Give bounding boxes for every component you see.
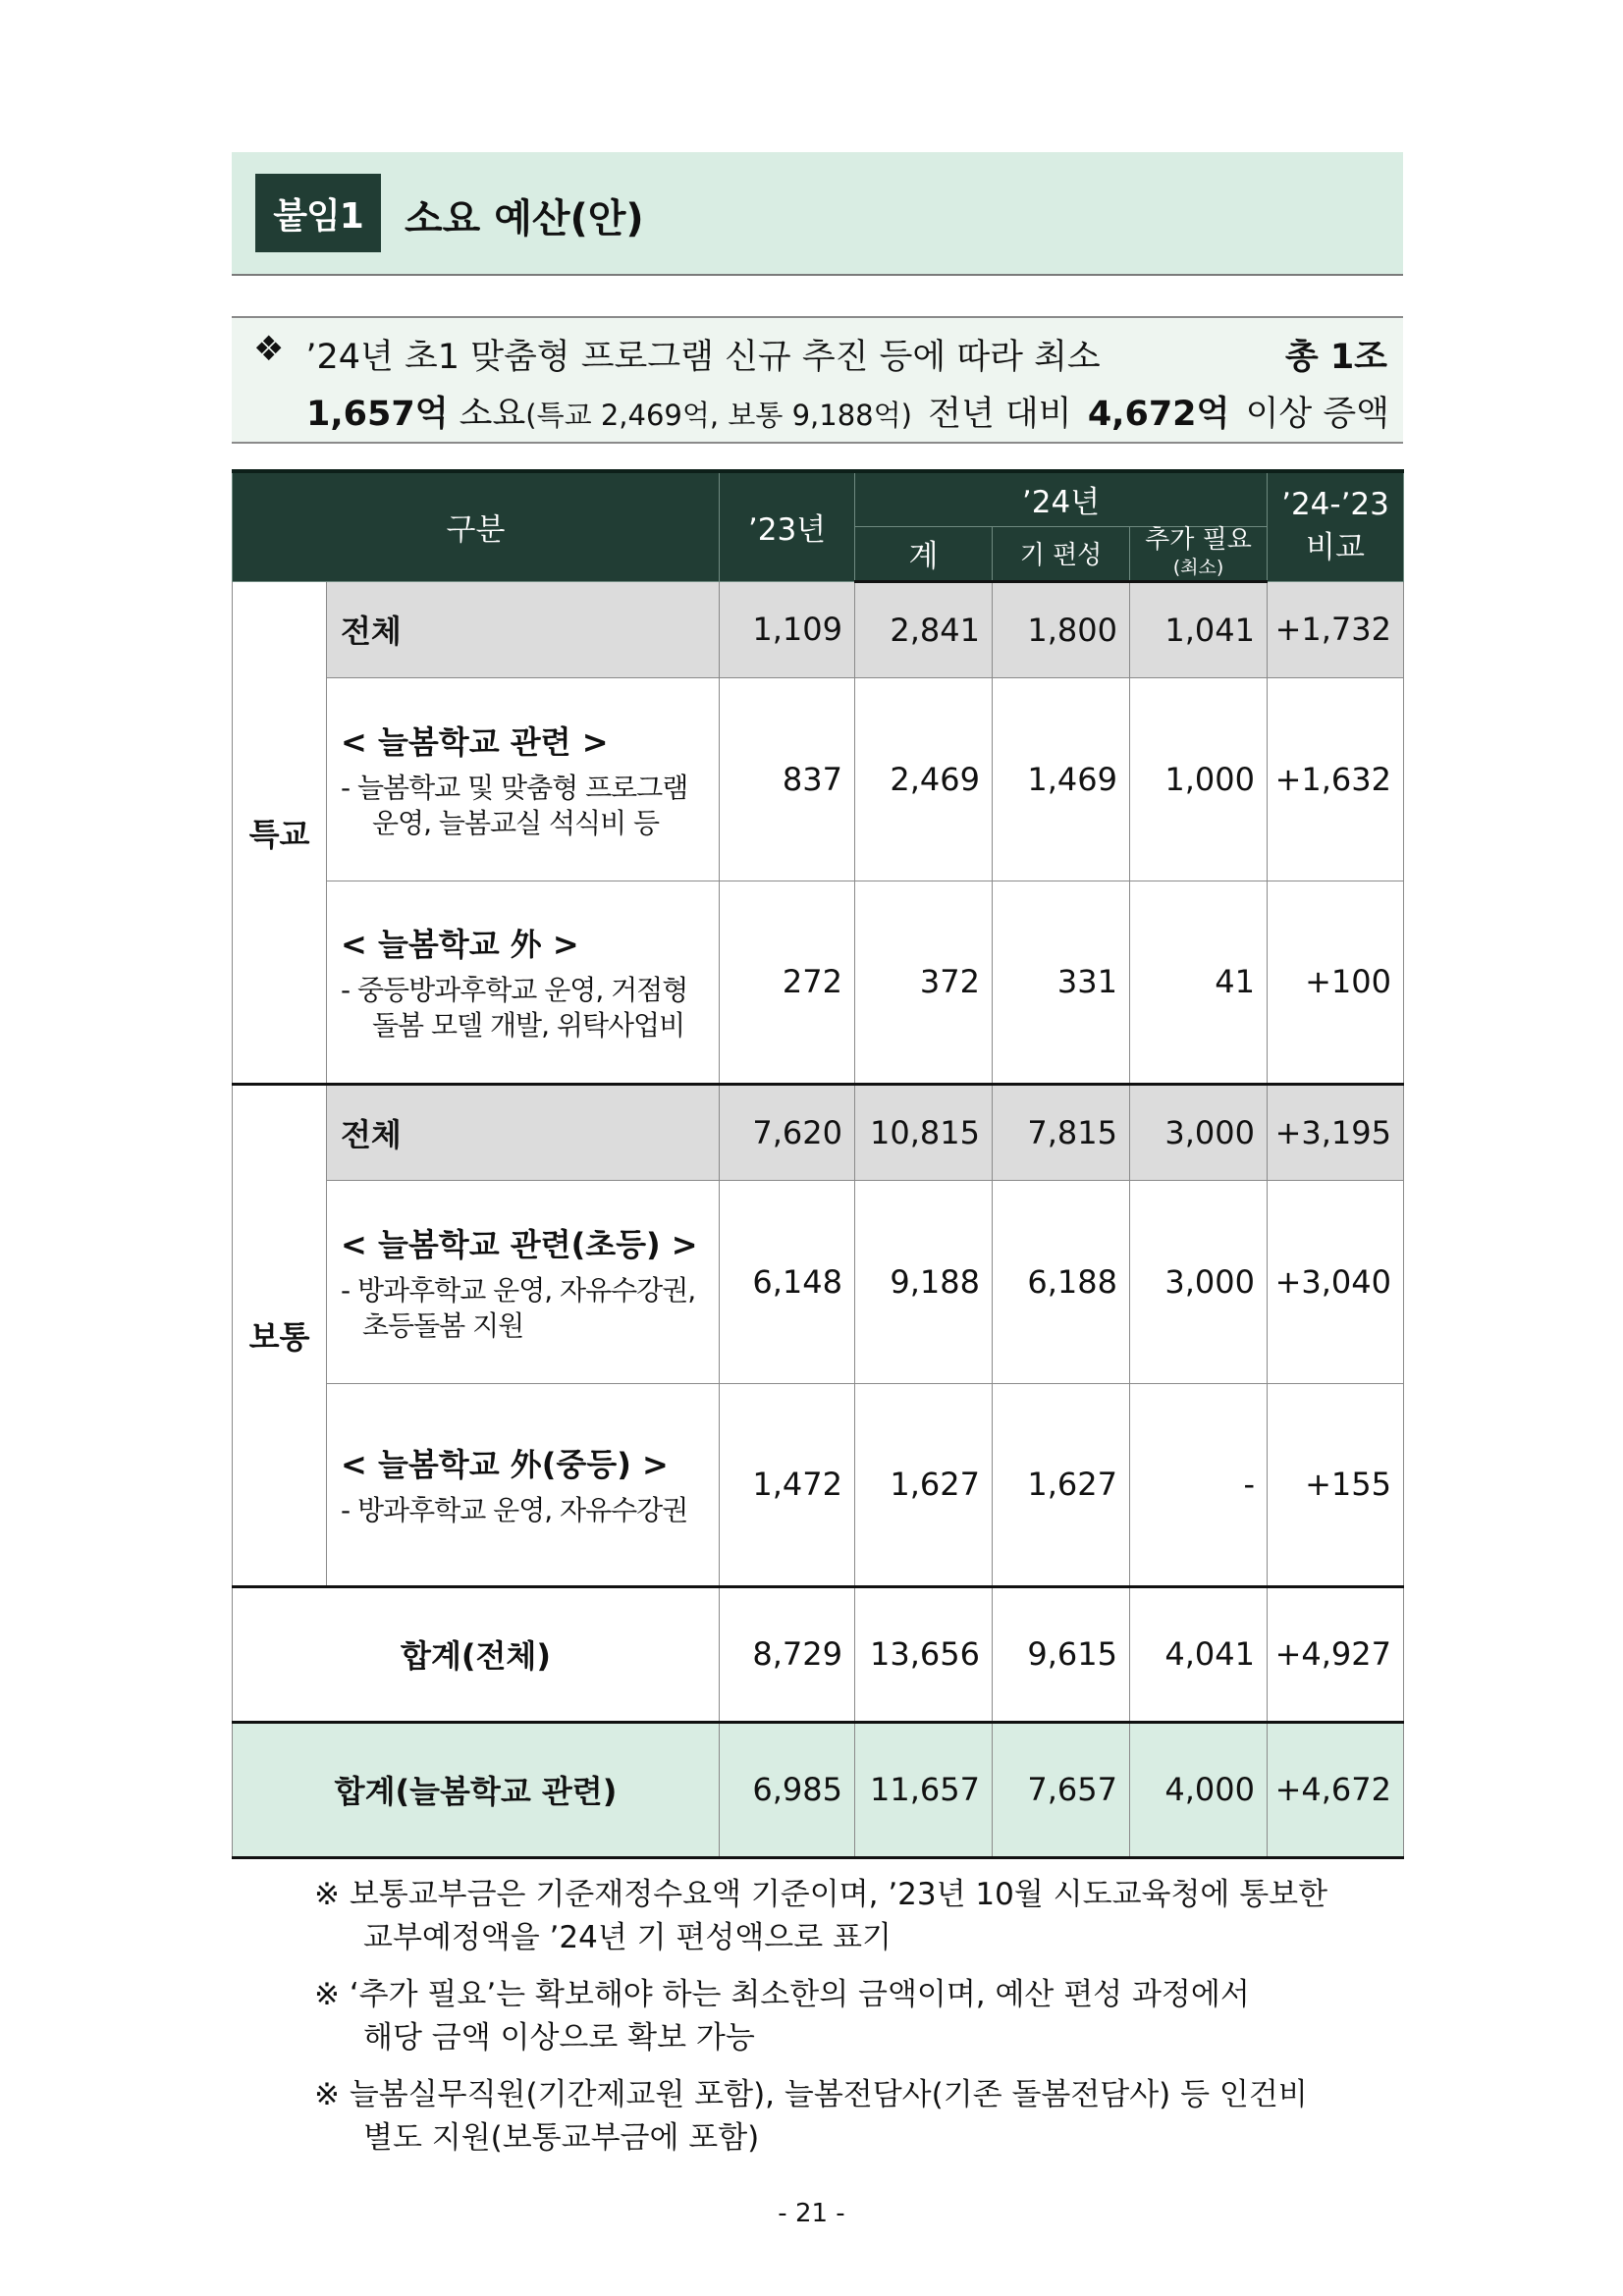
- row-item: [327, 1180, 720, 1383]
- row-item-desc: [327, 973, 719, 1043]
- table-row: [233, 581, 1404, 677]
- header-2023: ’23년: [720, 471, 855, 581]
- cell-y23: 272: [720, 881, 855, 1084]
- cell-diff: +155: [1268, 1383, 1404, 1586]
- cell-y23: 7,620: [720, 1084, 855, 1180]
- header-total: 계: [855, 526, 993, 581]
- cell-total: 13,656: [855, 1586, 993, 1722]
- header-existing: 기 편성: [993, 526, 1130, 581]
- row-sum-label: 합계(전체): [233, 1586, 720, 1722]
- budget-table: [232, 469, 1404, 1859]
- summary-compare-label: 전년 대비: [928, 395, 1072, 434]
- row-item-desc-line1: - 늘봄학교 및 맞춤형 프로그램: [341, 771, 688, 804]
- cell-total: 11,657: [855, 1722, 993, 1857]
- row-item: [327, 1383, 720, 1586]
- summary-total-emphasis: 총 1조: [1284, 338, 1387, 377]
- summary-box: [232, 316, 1403, 444]
- cell-diff: +1,732: [1268, 581, 1404, 677]
- cell-additional: 41: [1130, 881, 1268, 1084]
- header-additional-label: 추가 필요: [1145, 524, 1252, 555]
- cell-additional: -: [1130, 1383, 1268, 1586]
- group-general: 보통: [233, 1084, 327, 1586]
- row-item-desc-line2: 초등돌봄 지원: [362, 1308, 524, 1342]
- diamond-bullet-icon: ❖: [253, 330, 285, 369]
- header-compare: [1268, 471, 1404, 581]
- row-item-desc-line1: - 방과후학교 운영, 자유수강권: [341, 1494, 688, 1526]
- table-row: [233, 677, 1404, 881]
- cell-existing: 1,800: [993, 581, 1130, 677]
- row-item: [327, 881, 720, 1084]
- row-item-desc: [327, 771, 719, 841]
- cell-existing: 1,469: [993, 677, 1130, 881]
- page-number: - 21 -: [778, 2199, 845, 2228]
- cell-total: 10,815: [855, 1084, 993, 1180]
- row-item-desc-line1: - 중등방과후학교 운영, 거점형: [341, 974, 688, 1006]
- attachment-badge: 붙임1: [255, 174, 381, 252]
- table-row: [233, 1084, 1404, 1180]
- footnote: [314, 1967, 1404, 2061]
- footnote-line1: ※ 늘봄실무직원(기간제교원 포함), 늘봄전담사(기존 돌봄전담사) 등 인건비: [314, 2076, 1308, 2112]
- row-item-title: < 늘봄학교 관련 >: [341, 722, 609, 761]
- summary-required: 소요: [459, 395, 526, 434]
- section-header: [232, 152, 1403, 276]
- cell-additional: 3,000: [1130, 1180, 1268, 1383]
- cell-diff: +100: [1268, 881, 1404, 1084]
- row-item: [327, 677, 720, 881]
- header-additional: [1130, 526, 1268, 581]
- cell-additional: 1,000: [1130, 677, 1268, 881]
- header-compare-label: 비교: [1306, 530, 1365, 566]
- cell-additional: 4,000: [1130, 1722, 1268, 1857]
- cell-total: 2,469: [855, 677, 993, 881]
- header-compare-years: ’24-’23: [1281, 487, 1389, 523]
- row-label: 전체: [327, 581, 720, 677]
- row-item-title: < 늘봄학교 外(중등) >: [341, 1446, 669, 1483]
- cell-y23: 8,729: [720, 1586, 855, 1722]
- summary-total-amount: 1,657억: [306, 395, 449, 434]
- cell-total: 2,841: [855, 581, 993, 677]
- row-item-desc-line2: 운영, 늘봄교실 석식비 등: [372, 806, 660, 839]
- summary-line-2: [306, 387, 1389, 436]
- footnote: [314, 2067, 1404, 2162]
- summary-breakdown: (특교 2,469억, 보통 9,188억): [525, 399, 912, 432]
- table-row: [233, 1722, 1404, 1857]
- cell-y23: 1,472: [720, 1383, 855, 1586]
- footnotes: [314, 1867, 1404, 2167]
- row-item-desc-line1: - 방과후학교 운영, 자유수강권,: [341, 1273, 696, 1307]
- cell-existing: 1,627: [993, 1383, 1130, 1586]
- row-item-title: < 늘봄학교 外 >: [341, 926, 579, 963]
- cell-existing: 6,188: [993, 1180, 1130, 1383]
- footnote-line2: 교부예정액을 ’24년 기 편성액으로 표기: [363, 1920, 892, 1955]
- row-item-desc: [327, 1273, 719, 1344]
- header-additional-note: (최소): [1172, 556, 1224, 578]
- cell-diff: +3,195: [1268, 1084, 1404, 1180]
- cell-existing: 7,815: [993, 1084, 1130, 1180]
- cell-total: 1,627: [855, 1383, 993, 1586]
- section-title: 소요 예산(안): [405, 196, 644, 241]
- summary-increase-label: 이상 증액: [1245, 395, 1389, 434]
- footnote: [314, 1867, 1404, 1961]
- footnote-line1: ※ ‘추가 필요’는 확보해야 하는 최소한의 금액이며, 예산 편성 과정에서: [314, 1976, 1250, 2012]
- cell-existing: 331: [993, 881, 1130, 1084]
- row-item-title: < 늘봄학교 관련(초등) >: [341, 1225, 698, 1263]
- cell-total: 9,188: [855, 1180, 993, 1383]
- cell-diff: +1,632: [1268, 677, 1404, 881]
- cell-additional: 3,000: [1130, 1084, 1268, 1180]
- cell-existing: 7,657: [993, 1722, 1130, 1857]
- cell-additional: 4,041: [1130, 1586, 1268, 1722]
- table-row: [233, 881, 1404, 1084]
- cell-existing: 9,615: [993, 1586, 1130, 1722]
- summary-text-1: ’24년 초1 맞춤형 프로그램 신규 추진 등에 따라 최소: [305, 338, 1101, 377]
- footnote-line2: 별도 지원(보통교부금에 포함): [363, 2120, 760, 2156]
- table-row: [233, 1383, 1404, 1586]
- summary-increase-amount: 4,672억: [1087, 395, 1230, 434]
- footnote-line2: 해당 금액 이상으로 확보 가능: [363, 2020, 755, 2056]
- table-row: [233, 1586, 1404, 1722]
- table-row: [233, 1180, 1404, 1383]
- cell-total: 372: [855, 881, 993, 1084]
- cell-y23: 6,985: [720, 1722, 855, 1857]
- cell-y23: 6,148: [720, 1180, 855, 1383]
- cell-diff: +3,040: [1268, 1180, 1404, 1383]
- cell-y23: 837: [720, 677, 855, 881]
- summary-line-1: [253, 330, 1387, 379]
- group-special: 특교: [233, 581, 327, 1084]
- row-item-desc: [327, 1493, 719, 1528]
- header-category: 구분: [233, 471, 720, 581]
- row-sum-label: 합계(늘봄학교 관련): [233, 1722, 720, 1857]
- cell-diff: +4,927: [1268, 1586, 1404, 1722]
- row-item-desc-line2: 돌봄 모델 개발, 위탁사업비: [372, 1009, 685, 1041]
- cell-additional: 1,041: [1130, 581, 1268, 677]
- footnote-line1: ※ 보통교부금은 기준재정수요액 기준이며, ’23년 10월 시도교육청에 통보한: [314, 1876, 1328, 1912]
- cell-y23: 1,109: [720, 581, 855, 677]
- cell-diff: +4,672: [1268, 1722, 1404, 1857]
- header-2024: ’24년: [855, 471, 1268, 526]
- row-label: 전체: [327, 1084, 720, 1180]
